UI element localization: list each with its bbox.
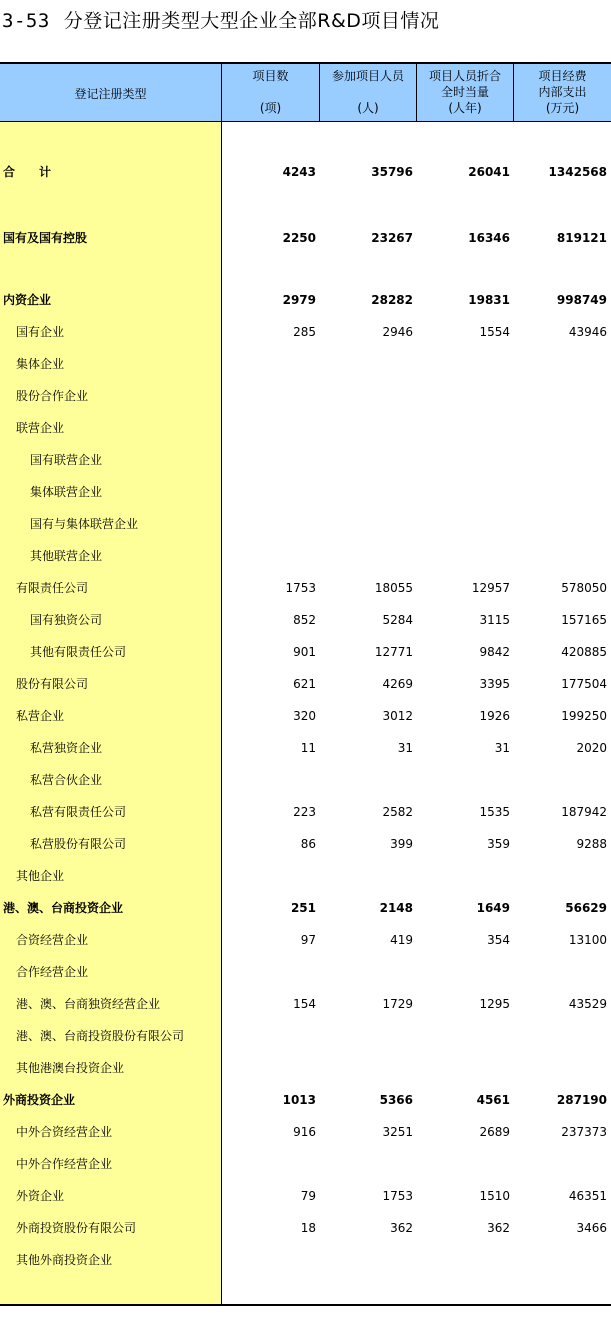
row-label: 股份有限公司 [16, 677, 89, 691]
header-label: 内部支出 [538, 85, 587, 99]
cell-project-count: 97 [300, 933, 316, 947]
cell-expenditure: 1342568 [548, 165, 607, 179]
row-label: 港、澳、台商投资企业 [3, 901, 124, 915]
cell-project-count: 86 [300, 837, 316, 851]
row-label: 外商投资企业 [3, 1093, 76, 1107]
cell-expenditure: 9288 [576, 837, 607, 851]
cell-participants: 5366 [379, 1093, 413, 1107]
cell-project-count: 11 [300, 741, 316, 755]
header-label: 项目数 [252, 69, 289, 83]
header-project-count [222, 64, 320, 122]
cell-project-count: 2979 [282, 293, 316, 307]
row-label: 合 计 [3, 165, 52, 179]
table-row [0, 898, 611, 918]
table-row [0, 354, 611, 374]
cell-fte: 1535 [479, 805, 510, 819]
header-unit: (万元) [545, 101, 580, 115]
cell-fte: 16346 [468, 231, 510, 245]
table-row [0, 930, 611, 950]
cell-fte: 31 [494, 741, 510, 755]
row-label: 有限责任公司 [16, 581, 89, 595]
header-unit: (人) [357, 101, 379, 115]
header-unit: (人年) [448, 101, 482, 115]
cell-project-count: 320 [293, 709, 316, 723]
table-title: 分登记注册类型大型企业全部R&D项目情况 [63, 10, 440, 32]
cell-participants: 3251 [382, 1125, 413, 1139]
header-participants [320, 64, 417, 122]
row-label: 国有联营企业 [30, 453, 103, 467]
table-row [0, 228, 611, 248]
cell-expenditure: 13100 [568, 933, 607, 947]
cell-expenditure: 237373 [561, 1125, 607, 1139]
table-row [0, 322, 611, 342]
cell-participants: 5284 [382, 613, 413, 627]
table-row [0, 514, 611, 534]
cell-fte: 19831 [468, 293, 510, 307]
cell-participants: 2582 [382, 805, 413, 819]
row-label: 国有独资公司 [30, 613, 103, 627]
row-label: 其他有限责任公司 [30, 645, 127, 659]
cell-expenditure: 287190 [556, 1093, 607, 1107]
table-row [0, 1026, 611, 1046]
table-row [0, 1154, 611, 1174]
header-label: 参加项目人员 [331, 69, 404, 83]
table-row [0, 738, 611, 758]
row-label: 中外合作经营企业 [16, 1157, 113, 1171]
cell-participants: 23267 [371, 231, 413, 245]
cell-expenditure: 157165 [561, 613, 607, 627]
row-label: 私营企业 [16, 709, 65, 723]
table-row [0, 866, 611, 886]
header-label: 项目经费 [538, 69, 587, 83]
table-row [0, 546, 611, 566]
table-row [0, 1090, 611, 1110]
cell-project-count: 18 [300, 1221, 316, 1235]
cell-participants: 3012 [382, 709, 413, 723]
table-row [0, 674, 611, 694]
cell-fte: 9842 [479, 645, 510, 659]
cell-expenditure: 43946 [568, 325, 607, 339]
cell-expenditure: 56629 [565, 901, 607, 915]
table-row [0, 482, 611, 502]
cell-expenditure: 998749 [556, 293, 607, 307]
row-label: 私营独资企业 [30, 741, 103, 755]
row-label: 中外合资经营企业 [16, 1125, 113, 1139]
cell-participants: 399 [390, 837, 413, 851]
row-label: 私营股份有限公司 [30, 837, 127, 851]
row-label: 港、澳、台商投资股份有限公司 [16, 1029, 185, 1043]
cell-participants: 2946 [382, 325, 413, 339]
cell-project-count: 223 [293, 805, 316, 819]
cell-fte: 1510 [479, 1189, 510, 1203]
cell-expenditure: 187942 [561, 805, 607, 819]
row-label: 集体联营企业 [30, 485, 103, 499]
header-unit: (项) [259, 101, 282, 115]
cell-expenditure: 46351 [568, 1189, 607, 1203]
table-row [0, 1186, 611, 1206]
statistics-table [0, 62, 611, 1306]
row-label: 合资经营企业 [16, 933, 89, 947]
cell-fte: 2689 [479, 1125, 510, 1139]
cell-expenditure: 2020 [576, 741, 607, 755]
table-row [0, 418, 611, 438]
cell-expenditure: 3466 [576, 1221, 607, 1235]
table-row [0, 802, 611, 822]
table-row [0, 1250, 611, 1270]
row-label: 港、澳、台商独资经营企业 [16, 997, 161, 1011]
cell-project-count: 79 [300, 1189, 316, 1203]
cell-participants: 1729 [382, 997, 413, 1011]
cell-participants: 2148 [379, 901, 413, 915]
cell-participants: 18055 [374, 581, 413, 595]
table-row [0, 642, 611, 662]
table-row [0, 834, 611, 854]
cell-project-count: 621 [293, 677, 316, 691]
cell-participants: 4269 [382, 677, 413, 691]
table-row [0, 290, 611, 310]
page-title [2, 6, 439, 33]
table-number: 3-53 [2, 10, 50, 32]
cell-expenditure: 819121 [556, 231, 607, 245]
header-label: 项目人员折合 [428, 69, 501, 83]
row-label: 内资企业 [3, 293, 52, 307]
cell-project-count: 1013 [282, 1093, 316, 1107]
cell-fte: 1554 [479, 325, 510, 339]
cell-fte: 1295 [479, 997, 510, 1011]
row-label: 国有及国有控股 [3, 231, 88, 245]
bottom-rule [0, 1304, 611, 1306]
row-label: 私营有限责任公司 [30, 805, 127, 819]
cell-fte: 26041 [468, 165, 510, 179]
table-row [0, 386, 611, 406]
cell-participants: 12771 [374, 645, 413, 659]
cell-expenditure: 43529 [568, 997, 607, 1011]
table-row [0, 1218, 611, 1238]
cell-participants: 31 [397, 741, 413, 755]
row-label: 联营企业 [16, 421, 65, 435]
cell-project-count: 916 [293, 1125, 316, 1139]
cell-expenditure: 578050 [561, 581, 607, 595]
row-label: 私营合伙企业 [30, 773, 103, 787]
cell-participants: 35796 [371, 165, 413, 179]
cell-participants: 362 [390, 1221, 413, 1235]
table-row [0, 162, 611, 182]
cell-expenditure: 420885 [561, 645, 607, 659]
cell-project-count: 901 [293, 645, 316, 659]
row-label: 外商投资股份有限公司 [16, 1221, 137, 1235]
row-label: 股份合作企业 [16, 389, 89, 403]
cell-project-count: 154 [293, 997, 316, 1011]
cell-fte: 3395 [479, 677, 510, 691]
cell-project-count: 852 [293, 613, 316, 627]
cell-participants: 419 [390, 933, 413, 947]
cell-project-count: 4243 [282, 165, 316, 179]
table-row [0, 1122, 611, 1142]
row-label: 集体企业 [16, 357, 65, 371]
table-row [0, 1058, 611, 1078]
row-label: 其他外商投资企业 [16, 1253, 113, 1267]
row-label: 国有企业 [16, 325, 65, 339]
table-row [0, 578, 611, 598]
header-registration-type [0, 64, 222, 122]
table-row [0, 610, 611, 630]
row-label: 国有与集体联营企业 [30, 517, 139, 531]
cell-participants: 1753 [382, 1189, 413, 1203]
cell-fte: 1926 [479, 709, 510, 723]
header-full-time-equivalent [417, 64, 514, 122]
table-row [0, 770, 611, 790]
cell-project-count: 285 [293, 325, 316, 339]
table-row [0, 450, 611, 470]
cell-project-count: 1753 [285, 581, 316, 595]
cell-fte: 1649 [476, 901, 510, 915]
cell-expenditure: 199250 [561, 709, 607, 723]
cell-expenditure: 177504 [561, 677, 607, 691]
cell-participants: 28282 [371, 293, 413, 307]
cell-fte: 359 [487, 837, 510, 851]
row-label: 外资企业 [16, 1189, 65, 1203]
row-label: 合作经营企业 [16, 965, 89, 979]
row-label: 其他企业 [16, 869, 65, 883]
header-label: 登记注册类型 [74, 87, 147, 101]
cell-fte: 354 [487, 933, 510, 947]
table-row [0, 962, 611, 982]
header-internal-expenditure [514, 64, 611, 122]
cell-project-count: 251 [290, 901, 316, 915]
cell-fte: 3115 [479, 613, 510, 627]
cell-fte: 4561 [476, 1093, 510, 1107]
row-label: 其他联营企业 [30, 549, 103, 563]
table-row [0, 994, 611, 1014]
row-label: 其他港澳台投资企业 [16, 1061, 125, 1075]
cell-fte: 362 [487, 1221, 510, 1235]
cell-project-count: 2250 [282, 231, 316, 245]
table-row [0, 706, 611, 726]
header-label: 全时当量 [440, 85, 489, 99]
cell-fte: 12957 [471, 581, 510, 595]
table-header [0, 62, 611, 122]
